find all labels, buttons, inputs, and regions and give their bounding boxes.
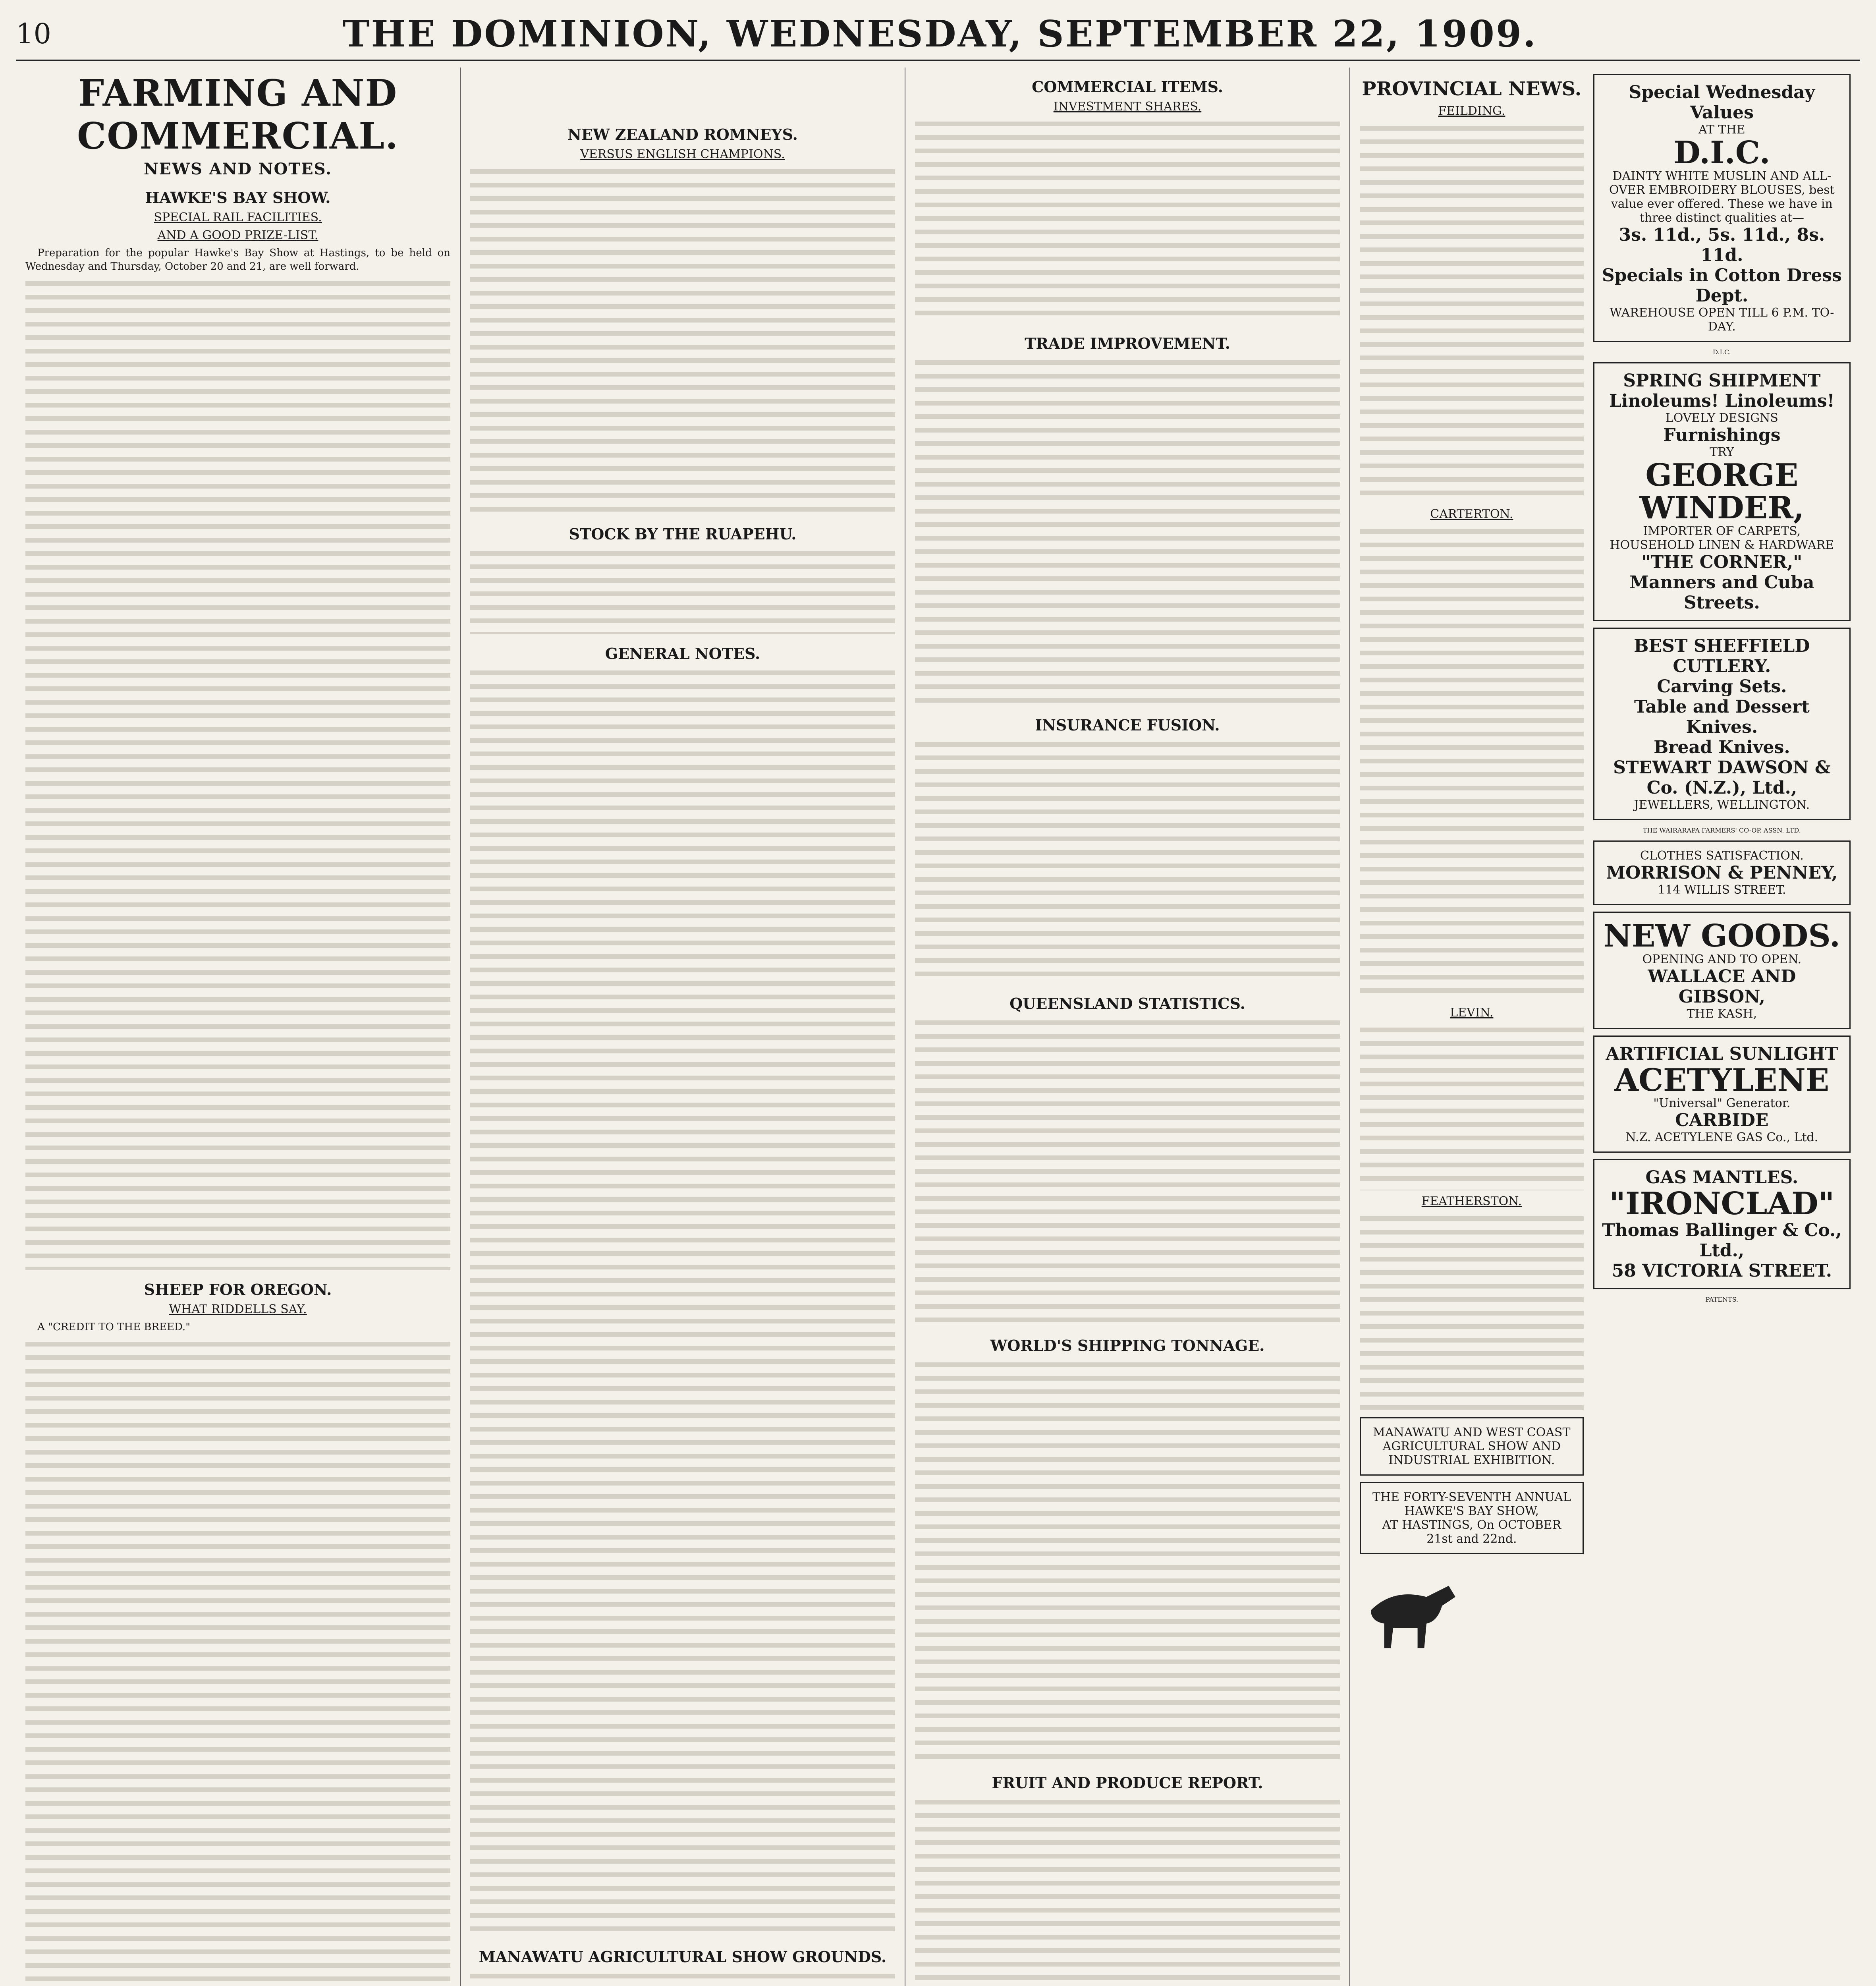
ad-title: CARBIDE [1675, 1110, 1769, 1131]
ad-prices: 3s. 11d., 5s. 11d., 8s. 11d. [1619, 224, 1825, 265]
ad-text: TRY [1710, 445, 1734, 459]
body-text [1360, 1212, 1584, 1411]
body-text [915, 1358, 1340, 1764]
article-heading: GENERAL NOTES. [605, 645, 760, 663]
acetylene-advert [1593, 1036, 1851, 1153]
town-heading: LEVIN. [1450, 1006, 1494, 1020]
ad-at: AT THE [1698, 123, 1745, 137]
column-farming [16, 68, 461, 1986]
ad-text: DAINTY WHITE MUSLIN AND ALL-OVER EMBROIDERY BLOUSES, best value ever offered. These we have in three distinct qualities at— [1609, 169, 1835, 225]
body-text [915, 118, 1340, 324]
article-heading: WORLD'S SHIPPING TONNAGE. [990, 1337, 1265, 1354]
body-text [25, 277, 450, 1270]
cutlery-advert [1593, 628, 1851, 820]
ad-title: SPRING SHIPMENT [1623, 370, 1821, 391]
dic-advert [1593, 74, 1851, 342]
body-text [1360, 122, 1584, 503]
article-heading: SHEEP FOR OREGON. [144, 1281, 332, 1298]
brand-name: "IRONCLAD" [1609, 1186, 1835, 1222]
section-subtitle: NEWS AND NOTES. [143, 160, 332, 178]
ad-title: ARTIFICIAL SUNLIGHT [1606, 1043, 1838, 1064]
show-advert [1360, 1482, 1584, 1554]
newgoods-advert [1593, 912, 1851, 1029]
ad-footer: WAREHOUSE OPEN TILL 6 P.M. TO-DAY. [1610, 305, 1834, 334]
body-text [470, 667, 895, 1938]
body-text [915, 356, 1340, 706]
ad-text: OPENING AND TO OPEN. [1642, 952, 1802, 966]
article-subheading: WHAT RIDDELLS SAY. [169, 1302, 307, 1316]
show-advert [1360, 1417, 1584, 1476]
body-text [470, 165, 895, 515]
ad-text: IMPORTER OF CARPETS, HOUSEHOLD LINEN & HARDWARE [1610, 524, 1834, 552]
column-news [461, 68, 905, 1986]
town-heading: CARTERTON. [1430, 507, 1513, 521]
article-heading: HAWKE'S BAY SHOW. [145, 189, 331, 207]
body-text [470, 547, 895, 634]
ad-title: Furnishings [1663, 425, 1781, 445]
firm-name: MORRISON & PENNEY, [1606, 862, 1838, 883]
masthead-title: THE DOMINION, WEDNESDAY, SEPTEMBER 22, 1909. [342, 12, 1537, 55]
article-heading: NEW ZEALAND ROMNEYS. [567, 126, 798, 143]
body-text [1360, 525, 1584, 1002]
ad-title: GAS MANTLES. [1645, 1167, 1799, 1188]
horse-illustration [1360, 1565, 1471, 1656]
morrison-advert [1593, 840, 1851, 905]
ad-title: Linoleums! Linoleums! [1609, 390, 1835, 411]
article-text: Preparation for the popular Hawke's Bay Show at Hastings, to be held on Wednesday and Thursday, October 20 and 21, are well forward. [25, 247, 450, 272]
article-subheading: VERSUS ENGLISH CHAMPIONS. [580, 147, 785, 161]
ad-title: NEW GOODS. [1603, 918, 1841, 954]
firm-name: WALLACE AND GIBSON, [1648, 966, 1796, 1007]
section-title: FARMING AND COMMERCIAL. [77, 71, 399, 157]
page-number: 10 [16, 17, 52, 50]
ad-text: THE KASH, [1687, 1007, 1757, 1021]
body-text [25, 1338, 450, 1986]
firm-name: GEORGE WINDER, [1639, 457, 1805, 526]
article-subheading: SPECIAL RAIL FACILITIES. [154, 211, 322, 224]
ad-title: ACETYLENE [1614, 1062, 1830, 1098]
article-heading: STOCK BY THE RUAPEHU. [569, 525, 797, 543]
ad-subhead: Table and Dessert Knives. [1634, 696, 1810, 737]
patents-advert: PATENTS. [1705, 1296, 1739, 1304]
body-text [915, 1796, 1340, 1986]
brand-name: D.I.C. [1713, 348, 1731, 356]
brand-name: D.I.C. [1673, 135, 1770, 171]
article-subheading: INVESTMENT SHARES. [1053, 100, 1202, 114]
column-commercial [905, 68, 1350, 1986]
ad-title: "THE CORNER," [1641, 552, 1803, 572]
ad-text: LOVELY DESIGNS [1665, 411, 1778, 425]
ad-heading: THE FORTY-SEVENTH ANNUAL HAWKE'S BAY SHOW, [1372, 1490, 1571, 1518]
ad-subhead: Carving Sets. [1657, 676, 1787, 697]
town-heading: FEILDING. [1438, 104, 1505, 118]
body-text [915, 738, 1340, 984]
ad-title: BEST SHEFFIELD CUTLERY. [1634, 636, 1810, 676]
firm-name: Thomas Ballinger & Co., Ltd., [1602, 1220, 1842, 1261]
article-heading: INSURANCE FUSION. [1035, 716, 1220, 734]
article-heading: COMMERCIAL ITEMS. [1032, 78, 1223, 96]
article-heading: QUEENSLAND STATISTICS. [1009, 995, 1245, 1012]
mantles-advert [1593, 1159, 1851, 1289]
ad-subhead: Specials in Cotton Dress Dept. [1602, 265, 1842, 306]
article-heading: TRADE IMPROVEMENT. [1025, 334, 1230, 352]
article-text: A "CREDIT TO THE BREED." [37, 1321, 191, 1333]
article-heading: FRUIT AND PRODUCE REPORT. [992, 1774, 1263, 1792]
ad-subhead: Bread Knives. [1654, 737, 1790, 757]
firm-name: N.Z. ACETYLENE GAS Co., Ltd. [1625, 1130, 1818, 1145]
ad-text: JEWELLERS, WELLINGTON. [1634, 798, 1810, 812]
article-heading: MANAWATU AGRICULTURAL SHOW GROUNDS. [479, 1948, 887, 1966]
firm-name: STEWART DAWSON & Co. (N.Z.), Ltd., [1613, 757, 1831, 798]
ad-text: "Universal" Generator. [1653, 1096, 1791, 1111]
body-text [1360, 1024, 1584, 1190]
ad-subheading: AT HASTINGS, On OCTOBER 21st and 22nd. [1382, 1518, 1561, 1546]
article-heading: PROVINCIAL NEWS. [1362, 78, 1582, 100]
winder-advert [1593, 362, 1851, 621]
ad-address: Manners and Cuba Streets. [1629, 572, 1814, 613]
ad-heading: MANAWATU AND WEST COAST AGRICULTURAL SHOW AND INDUSTRIAL EXHIBITION. [1373, 1426, 1571, 1467]
ad-heading: CLOTHES SATISFACTION. [1640, 848, 1804, 863]
ad-title: Special Wednesday Values [1629, 82, 1815, 123]
town-heading: FEATHERSTON. [1421, 1194, 1522, 1208]
ad-address: 58 VICTORIA STREET. [1612, 1261, 1832, 1281]
provincial-column [1360, 68, 1584, 1986]
body-text [470, 1970, 895, 1986]
wairarapa-advert: THE WAIRARAPA FARMERS' CO-OP. ASSN. LTD. [1642, 826, 1801, 834]
masthead [16, 8, 1860, 61]
body-text [915, 1016, 1340, 1326]
article-subheading: AND A GOOD PRIZE-LIST. [157, 228, 318, 242]
ads-column [1593, 68, 1851, 1986]
ad-address: 114 WILLIS STREET. [1658, 883, 1786, 897]
column-provincial-ads [1350, 68, 1860, 1986]
